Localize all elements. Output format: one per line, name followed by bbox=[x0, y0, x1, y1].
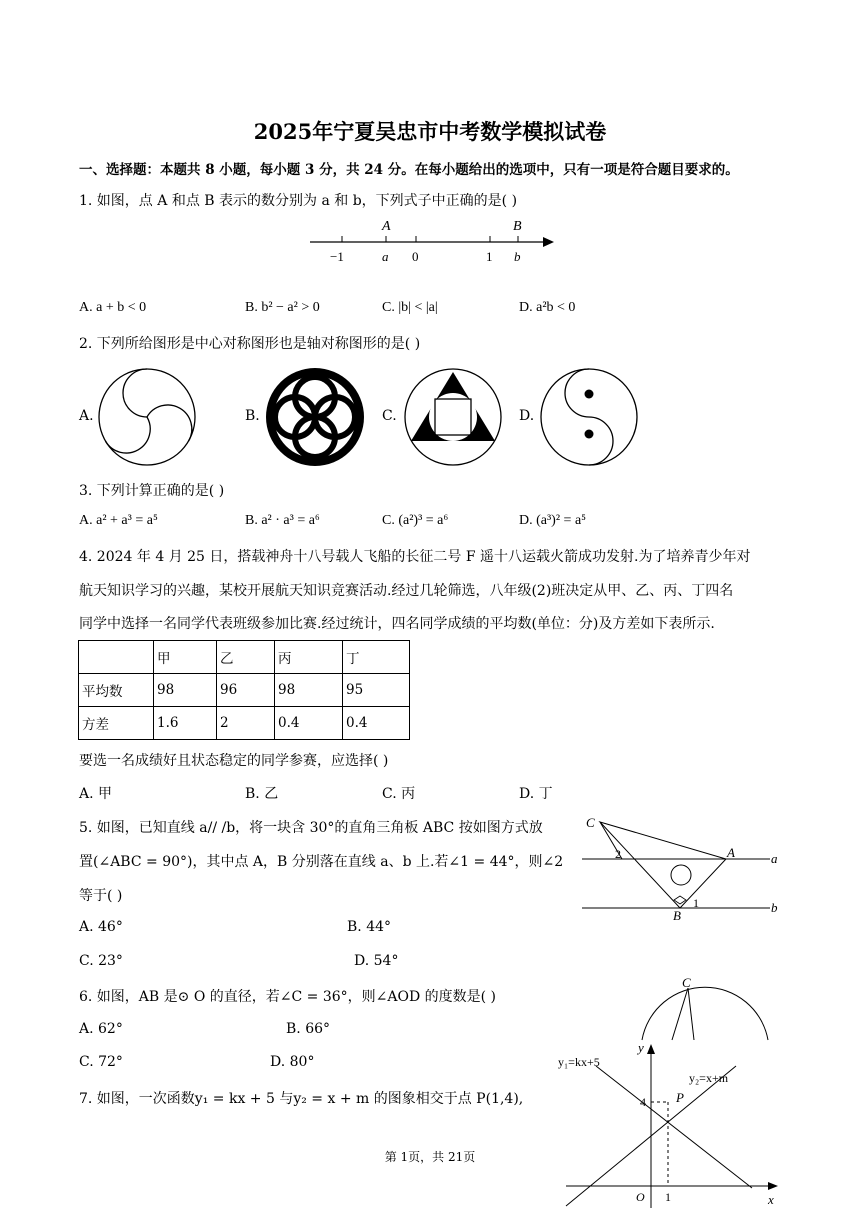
q5-option-d[interactable]: D. 54° bbox=[354, 953, 399, 969]
label-A: A bbox=[727, 845, 735, 860]
label-line-b: b bbox=[771, 900, 778, 915]
q1-option-b[interactable]: B. b² − a² > 0 bbox=[245, 300, 320, 315]
q4-line3: 同学中选择一名同学代表班级参加比赛.经过统计，四名同学成绩的平均数(单位：分)及方差如下表所示. bbox=[79, 616, 715, 632]
table-header-row bbox=[79, 641, 410, 674]
q1-number-line bbox=[300, 212, 570, 270]
table-header-cell: 乙 bbox=[217, 641, 275, 674]
q6-option-d[interactable]: D. 80° bbox=[270, 1054, 315, 1070]
table-cell: 2 bbox=[217, 707, 275, 740]
label-angle2: 2 bbox=[615, 847, 621, 861]
label-x-axis: x bbox=[768, 1192, 774, 1207]
q1-option-d[interactable]: D. a²b < 0 bbox=[519, 300, 576, 315]
table-header-cell: 丙 bbox=[275, 641, 343, 674]
q5-line1: 5. 如图，已知直线 a// /b，将一块含 30°的直角三角板 ABC 按如图方式放 bbox=[79, 820, 543, 836]
q6-stem: 6. 如图，AB 是⊙ O 的直径，若∠C = 36°，则∠AOD 的度数是( ) bbox=[79, 989, 497, 1005]
q1-stem: 1. 如图，点 A 和点 B 表示的数分别为 a 和 b，下列式子中正确的是( ) bbox=[79, 193, 518, 209]
page-title: 2025年宁夏吴忠市中考数学模拟试卷 bbox=[253, 119, 607, 144]
label-O: O bbox=[636, 1190, 645, 1204]
q6-option-a[interactable]: A. 62° bbox=[79, 1021, 123, 1037]
q5-triangle-figure bbox=[580, 812, 785, 924]
q2-stem: 2. 下列所给图形是中心对称图形也是轴对称图形的是( ) bbox=[79, 336, 421, 352]
table-cell: 平均数 bbox=[79, 674, 154, 707]
q4-stats-table bbox=[78, 640, 410, 740]
q2-option-d[interactable]: D. bbox=[519, 408, 535, 424]
q5-option-a[interactable]: A. 46° bbox=[79, 919, 123, 935]
q5-option-c[interactable]: C. 23° bbox=[79, 953, 123, 969]
label-B: B bbox=[513, 219, 522, 234]
q4-option-c[interactable]: C. 丙 bbox=[382, 786, 416, 802]
q5-line2: 置(∠ABC = 90°)，其中点 A，B 分别落在直线 a、b 上.若∠1 = 44°，则∠2 bbox=[79, 854, 564, 870]
q4-option-b[interactable]: B. 乙 bbox=[245, 786, 279, 802]
q2-figure-d-yinyang bbox=[538, 366, 640, 468]
tick-minus1: −1 bbox=[330, 249, 344, 264]
q3-option-b[interactable]: B. a² · a³ = a⁶ bbox=[245, 513, 320, 528]
table-cell: 方差 bbox=[79, 707, 154, 740]
q1-option-c[interactable]: C. |b| < |a| bbox=[382, 300, 438, 315]
q3-option-c[interactable]: C. (a²)³ = a⁶ bbox=[382, 513, 449, 528]
q4-question: 要选一名成绩好且状态稳定的同学参赛，应选择( ) bbox=[79, 753, 389, 769]
label-line-a: a bbox=[771, 851, 778, 866]
table-cell: 0.4 bbox=[343, 707, 410, 740]
q2-option-c[interactable]: C. bbox=[382, 408, 397, 424]
label-angle1: 1 bbox=[693, 896, 699, 910]
table-cell: 96 bbox=[217, 674, 275, 707]
q4-line1: 4. 2024 年 4 月 25 日，搭载神舟十八号载人飞船的长征二号 F 遥十八运载火箭成功发射.为了培养青少年对 bbox=[79, 549, 751, 565]
q6-option-b[interactable]: B. 66° bbox=[286, 1021, 331, 1037]
q2-figure-a-triskelion bbox=[96, 366, 198, 468]
q6-circle-figure bbox=[636, 970, 776, 1042]
q4-line2: 航天知识学习的兴趣，某校开展航天知识竞赛活动.经过几轮筛选，八年级(2)班决定从甲、乙、丙、丁四名 bbox=[79, 583, 734, 599]
q2-figure-b-petals bbox=[264, 366, 366, 468]
q5-line3: 等于( ) bbox=[79, 888, 123, 904]
table-cell: 95 bbox=[343, 674, 410, 707]
table-cell bbox=[79, 641, 154, 674]
tick-b: b bbox=[514, 249, 521, 264]
q5-option-b[interactable]: B. 44° bbox=[347, 919, 392, 935]
table-cell: 1.6 bbox=[154, 707, 217, 740]
number-line-arrow bbox=[543, 237, 554, 247]
table-header-cell: 丁 bbox=[343, 641, 410, 674]
tick-1: 1 bbox=[486, 249, 493, 264]
label-C: C bbox=[682, 975, 691, 990]
label-4: 4 bbox=[640, 1095, 646, 1109]
q3-option-d[interactable]: D. (a³)² = a⁵ bbox=[519, 513, 587, 528]
label-y-axis: y bbox=[638, 1040, 644, 1055]
table-header-cell: 甲 bbox=[154, 641, 217, 674]
q3-stem: 3. 下列计算正确的是( ) bbox=[79, 483, 225, 499]
label-B: B bbox=[673, 908, 681, 923]
q2-option-a[interactable]: A. bbox=[79, 408, 94, 424]
table-row bbox=[79, 674, 410, 707]
q3-option-a[interactable]: A. a² + a³ = a⁵ bbox=[79, 513, 158, 528]
q7-function-graph bbox=[556, 1036, 786, 1210]
q4-option-a[interactable]: A. 甲 bbox=[79, 786, 113, 802]
q1-option-a[interactable]: A. a + b < 0 bbox=[79, 300, 147, 315]
q6-option-c[interactable]: C. 72° bbox=[79, 1054, 123, 1070]
label-1: 1 bbox=[665, 1190, 671, 1204]
q4-option-d[interactable]: D. 丁 bbox=[519, 786, 553, 802]
page-footer: 第 1页，共 21页 bbox=[384, 1150, 476, 1164]
label-C: C bbox=[586, 815, 595, 830]
q2-figure-c-triangle-square bbox=[402, 366, 504, 468]
label-P: P bbox=[676, 1090, 684, 1105]
table-cell: 98 bbox=[154, 674, 217, 707]
table-cell: 0.4 bbox=[275, 707, 343, 740]
q2-option-b[interactable]: B. bbox=[245, 408, 260, 424]
table-cell: 98 bbox=[275, 674, 343, 707]
tick-0: 0 bbox=[412, 249, 419, 264]
q7-stem: 7. 如图，一次函数y₁ = kx + 5 与y₂ = x + m 的图象相交于点 P(1,4), bbox=[79, 1091, 524, 1107]
label-y2: y₂=x+m bbox=[689, 1071, 729, 1085]
section-heading: 一、选择题：本题共 8 小题，每小题 3 分，共 24 分。在每小题给出的选项中，只有一项是符合题目要求的。 bbox=[79, 162, 739, 178]
tick-a: a bbox=[382, 249, 389, 264]
label-A: A bbox=[382, 219, 391, 234]
table-row bbox=[79, 707, 410, 740]
label-y1: y₁=kx+5 bbox=[558, 1055, 600, 1069]
